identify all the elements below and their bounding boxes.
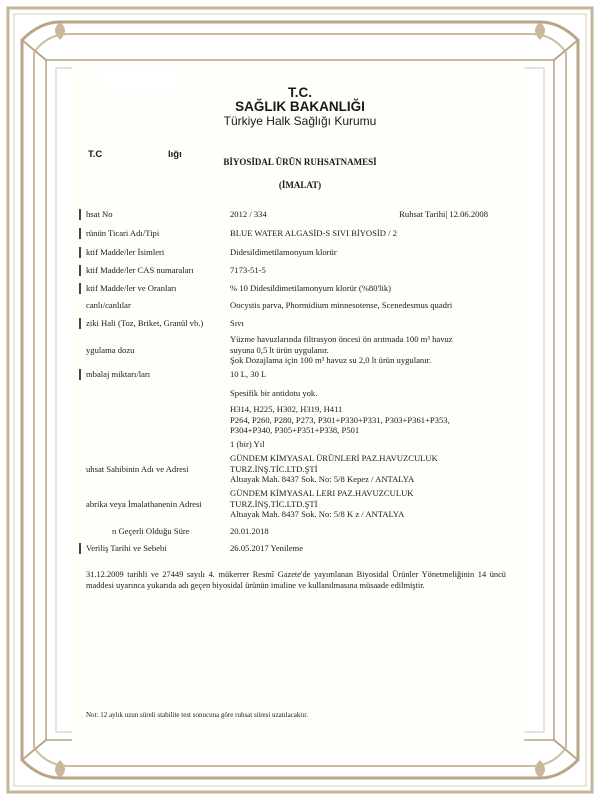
row-value-line: Spesifik bir antidotu yok. [230, 388, 318, 398]
row-value-line: P264, P260, P280, P273, P301+P330+P331, P303+P361+P353, [230, 414, 450, 425]
header-ministry: SAĞLIK BAKANLIĞI [235, 99, 365, 114]
row-label: ktif Madde/ler İsimleri [86, 247, 165, 257]
row-label: hsat No [86, 209, 113, 219]
row-value [230, 300, 505, 311]
row-value-line: % 10 Didesildimetilamonyum klorür (%80'lik) [230, 283, 391, 293]
row-value-line: 26.05.2017 Yenileme [230, 543, 304, 553]
row-value [230, 228, 505, 239]
left-header-fragment: lığı [168, 149, 182, 160]
row-value-line: Sıvı [230, 318, 244, 328]
row-value-line: 10 L, 30 L [230, 369, 267, 379]
row-value-line: GÜNDEM KİMYASAL LERI PAZ.HAVUZCULUK [230, 488, 414, 498]
permit-date-separator: | [445, 209, 448, 219]
row-value [230, 488, 505, 520]
certificate-title: BİYOSİDAL ÜRÜN RUHSATNAMESİ [223, 157, 377, 167]
row-value [230, 543, 505, 554]
approval-paragraph: 31.12.2009 tarihli ve 27449 sayılı 4. mükerrer Resmî Gazete'de yayımlanan Biyosidal Ürünler Yönetmeliğinin 14 üncü maddesi uyarınca yukarıda adı geçen biyosidal ürünün imaline ve kullanılmasına müsaade edilmiştir. [86, 570, 506, 590]
row-label: uhsat Sahibinin Adı ve Adresi [86, 464, 189, 474]
row-label: rünün Ticari Adı/Tipi [86, 228, 160, 238]
row-value-line: Yüzme havuzlarında filtrasyon öncesi ön arıtmada 100 m³ havuz [230, 334, 453, 344]
row-value [230, 247, 505, 258]
row-value [230, 283, 505, 294]
row-value [230, 334, 505, 366]
row-value-line: Altıayak Mah. 8437 Sok. No: 5/8 K z / ANTALYA [230, 509, 405, 519]
row-value-line: Şok Dozajlama için 100 m³ havuz su 2,0 lt ürün uygulanır. [230, 355, 432, 365]
row-label: canlı/canlılar [86, 300, 131, 310]
footnote: Not: 12 aylık uzun süreli stabilite test sonucuna göre ruhsat süresi uzatılacaktır. [86, 711, 309, 719]
row-label: ktif Madde/ler CAS numaraları [86, 265, 194, 275]
row-value-line: suyuna 0,5 lt ürün uygulanır. [230, 344, 329, 355]
row-value [230, 388, 505, 399]
row-value [230, 265, 505, 276]
header-tc: T.C. [287, 85, 312, 100]
row-value [230, 369, 505, 380]
row-label: abrika veya İmalathanenin Adresi [86, 499, 202, 509]
row-value [230, 526, 505, 537]
row-value-line: Altıayak Mah. 8437 Sok. No: 5/8 Kepez / ANTALYA [230, 474, 415, 484]
row-value [230, 209, 505, 220]
row-value-line: BLUE WATER ALGASİD-S SIVI BİYOSİD / 2 [230, 228, 397, 238]
row-value [230, 318, 505, 329]
row-value-line: TURZ.İNŞ.TİC.LTD.ŞTİ [230, 498, 318, 509]
row-value [230, 404, 505, 436]
row-value-line: TURZ.İNŞ.TİC.LTD.ŞTİ [230, 463, 318, 474]
certificate-subtitle: (İMALAT) [278, 180, 322, 190]
row-value [230, 439, 505, 450]
row-value-line: H314, H225, H302, H319, H411 [230, 404, 343, 414]
row-value-line: 20.01.2018 [230, 526, 269, 536]
row-value-line: 7173-51-5 [230, 265, 266, 275]
permit-date-value: 12.06.2008 [449, 209, 488, 219]
row-value-line: Didesildimetilamonyum klorür [230, 247, 337, 257]
header-institute: Türkiye Halk Sağlığı Kurumu [223, 114, 377, 128]
row-value-line: GÜNDEM KİMYASAL ÜRÜNLERİ PAZ.HAVUZCULUK [230, 453, 438, 463]
row-value [230, 453, 505, 485]
row-value-line: 1 (bir) Yıl [230, 439, 265, 449]
row-value-line: P304+P340, P305+P351+P338, P501 [230, 425, 360, 435]
row-label: ziki Hali (Toz, Briket, Granül vb.) [86, 318, 204, 328]
row-value-line: Oocystis parva, Phormidium minnesotense, Scenedesmus quadri [230, 300, 453, 310]
row-label: ktif Madde/ler ve Oranları [86, 283, 177, 293]
row-label: mbalaj miktarı/ları [86, 369, 151, 379]
row-value-line: 2012 / 334 [230, 209, 267, 219]
permit-date-label: Ruhsat Tarihi [399, 209, 446, 219]
row-label: n Geçerli Olduğu Süre [112, 526, 190, 536]
row-label: ygulama dozu [86, 345, 135, 355]
row-label: Veriliş Tarihi ve Sebebi [86, 543, 167, 553]
left-header-tc: T.C [88, 149, 103, 160]
